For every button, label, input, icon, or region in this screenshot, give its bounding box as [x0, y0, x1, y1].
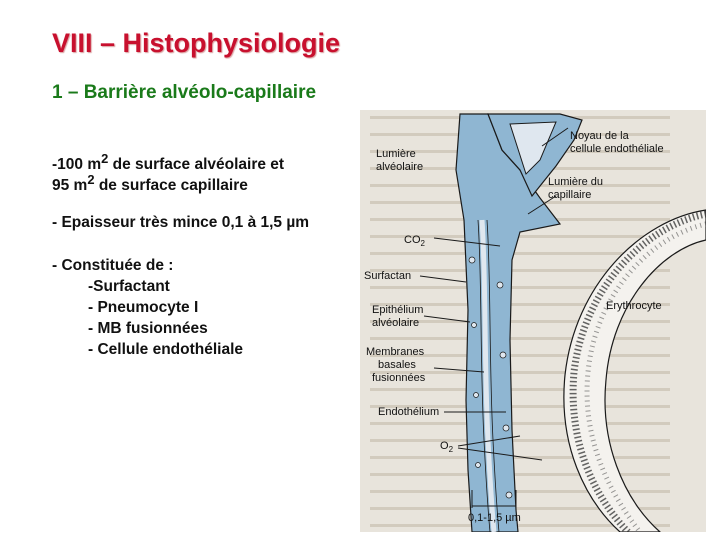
slide-subtitle: 1 – Barrière alvéolo-capillaire [52, 82, 317, 103]
label-o2 [440, 440, 453, 456]
sub-bullet-pneumocyte [52, 297, 352, 318]
label-line: alvéolaire [372, 317, 420, 329]
label-line: capillaire [548, 189, 592, 201]
constituents-title: Constituée de : [61, 257, 174, 274]
surface-capillary-rest: de surface capillaire [94, 177, 248, 195]
sub-bullet-endothelial [52, 339, 352, 360]
co2-subscript: 2 [420, 239, 425, 249]
vesicle [506, 492, 512, 498]
surface-capillary-exponent: 2 [87, 172, 95, 187]
label-line: basales [378, 359, 416, 371]
bullet-surface-line2 [52, 169, 352, 195]
alveolar-capillary-diagram [360, 110, 706, 532]
sub-bullet-text: MB fusionnées [97, 320, 208, 337]
slide-title: VIII – Histophysiologie [52, 28, 341, 58]
bullet-surface-line1 [52, 148, 352, 174]
surface-alveolar-rest: de surface alvéolaire et [108, 156, 285, 174]
vesicle [474, 393, 479, 398]
label-co2 [404, 234, 425, 250]
label-line: cellule endothéliale [570, 143, 664, 155]
surface-capillary-text: 95 m [52, 177, 88, 195]
label-lumiere-alveolaire [376, 148, 423, 174]
bullet-list [52, 148, 352, 360]
bullet-thickness [52, 212, 352, 233]
label-line: Lumière [376, 148, 416, 160]
constituents-dash: - [52, 257, 62, 274]
bullet-constituents [52, 255, 352, 276]
label-scale: 0,1-1,5 µm [468, 512, 521, 524]
thickness-dash: - [52, 214, 62, 231]
surface-alveolar-text: -100 m [52, 156, 102, 174]
label-noyau [570, 130, 664, 156]
label-line: alvéolaire [376, 161, 424, 173]
label-line: Epithélium [372, 304, 424, 316]
label-line: Membranes [366, 346, 425, 358]
vesicle [503, 425, 509, 431]
sub-bullet-dash: - [88, 299, 98, 316]
label-erythrocyte: Erythrocyte [606, 300, 662, 312]
vesicle [497, 282, 503, 288]
label-membranes [366, 346, 425, 385]
vesicle [472, 323, 477, 328]
surface-alveolar-exponent: 2 [101, 151, 109, 166]
label-surfactan: Surfactan [364, 270, 412, 282]
sub-bullet-text: Surfactant [93, 278, 170, 295]
o2-text: O [440, 440, 449, 452]
label-lumiere-capillaire [548, 176, 603, 202]
label-epithelium [372, 304, 423, 330]
sub-bullet-text: Cellule endothéliale [97, 341, 244, 358]
vesicle [469, 257, 475, 263]
label-endothelium: Endothélium [378, 406, 440, 418]
sub-bullet-text: Pneumocyte I [97, 299, 199, 316]
sub-bullet-dash: - [88, 341, 98, 358]
o2-subscript: 2 [448, 445, 454, 455]
thickness-text: Epaisseur très mince 0,1 à 1,5 µm [61, 214, 310, 231]
co2-text: CO [404, 234, 421, 246]
vesicle [500, 352, 506, 358]
label-line: Noyau de la [570, 130, 629, 142]
vesicle [476, 463, 481, 468]
sub-bullet-dash: - [88, 320, 98, 337]
label-line: Lumière du [548, 176, 604, 188]
sub-bullet-mb [52, 318, 352, 339]
label-line: fusionnées [372, 372, 426, 384]
sub-bullet-dash: - [88, 278, 94, 295]
sub-bullet-surfactant [52, 276, 352, 297]
